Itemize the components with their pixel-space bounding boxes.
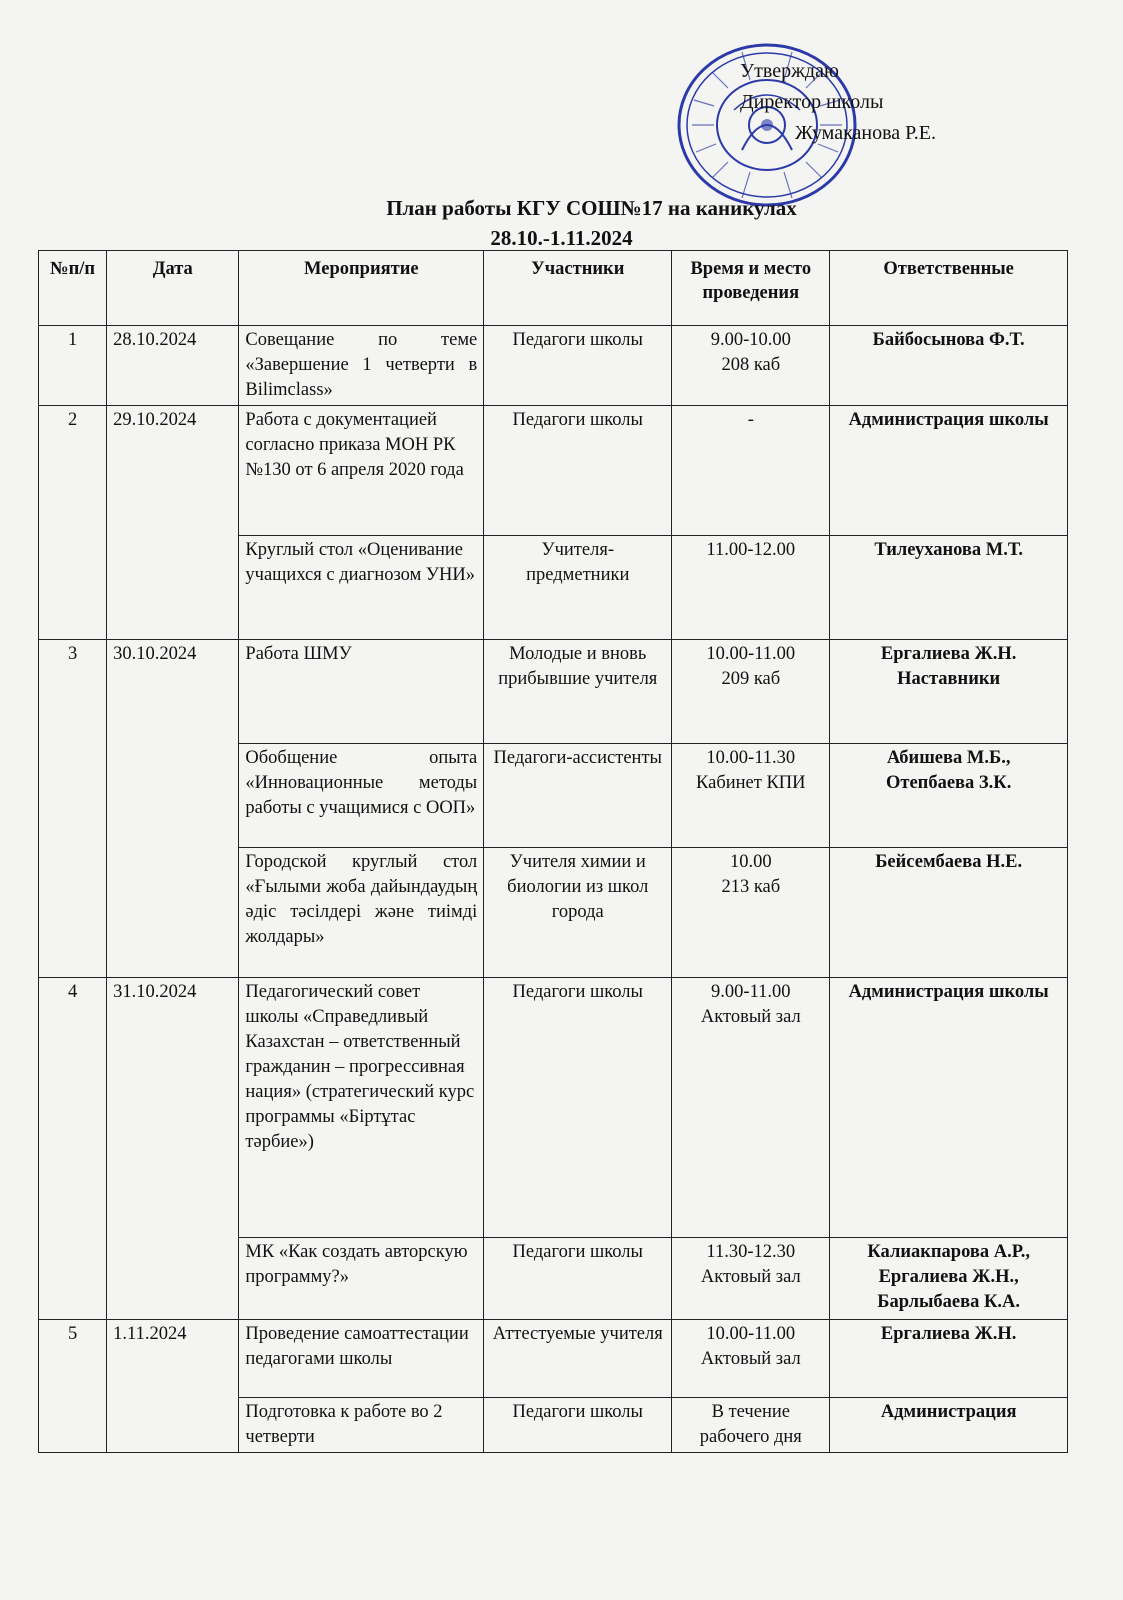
row-responsible: Байбосынова Ф.Т. [830,326,1068,406]
row-time-place: 9.00-11.00 Актовый зал [672,978,830,1238]
row-time-place: 10.00 213 каб [672,848,830,978]
row-participants: Педагоги школы [484,1238,672,1320]
row-time-place: 10.00-11.00 Актовый зал [672,1320,830,1398]
row-date: 29.10.2024 [107,406,239,640]
row-time-place: 10.00-11.00 209 каб [672,640,830,744]
row-participants: Педагоги школы [484,1398,672,1453]
row-number: 5 [39,1320,107,1453]
header-participants: Участники [484,251,672,326]
row-participants: Педагоги школы [484,406,672,536]
row-time-place: 10.00-11.30 Кабинет КПИ [672,744,830,848]
row-responsible: Ергалиева Ж.Н. [830,1320,1068,1398]
row-number: 1 [39,326,107,406]
row-responsible: Администрация школы [830,406,1068,536]
row-number: 3 [39,640,107,978]
row-responsible: Абишева М.Б., Отепбаева З.К. [830,744,1068,848]
table-row [39,978,1068,1238]
row-event: Педагогический совет школы «Справедливый Казахстан – ответственный гражданин – прогрессивная нация» (стратегический курс программы «Біртұтас тәрбие») [239,978,484,1238]
row-participants: Аттестуемые учителя [484,1320,672,1398]
approval-position: Директор школы [740,91,884,113]
row-responsible: Бейсембаева Н.Е. [830,848,1068,978]
table-row [39,326,1068,406]
row-responsible: Тилеуханова М.Т. [830,536,1068,640]
document-period: 28.10.-1.11.2024 [490,226,633,250]
work-plan-table [38,250,1068,1453]
header-num: №п/п [39,251,107,326]
row-number: 4 [39,978,107,1320]
row-participants: Педагоги-ассистенты [484,744,672,848]
row-time-place: 9.00-10.00 208 каб [672,326,830,406]
document-title: План работы КГУ СОШ№17 на каникулах [386,196,797,220]
row-event: МК «Как создать авторскую программу?» [239,1238,484,1320]
approval-signatory: Жумаканова Р.Е. [795,122,936,144]
row-responsible: Администрация [830,1398,1068,1453]
row-responsible: Администрация школы [830,978,1068,1238]
header-responsible: Ответственные [830,251,1068,326]
row-date: 28.10.2024 [107,326,239,406]
table-row [39,640,1068,744]
row-number: 2 [39,406,107,640]
table-row [39,1320,1068,1398]
row-date: 1.11.2024 [107,1320,239,1453]
row-date: 31.10.2024 [107,978,239,1320]
row-time-place: - [672,406,830,536]
row-participants: Молодые и вновь прибывшие учителя [484,640,672,744]
row-event: Проведение самоаттестации педагогами школы [239,1320,484,1398]
table-header-row [39,251,1068,326]
row-event: Работа с документацией согласно приказа МОН РК №130 от 6 апреля 2020 года [239,406,484,536]
row-event: Подготовка к работе во 2 четверти [239,1398,484,1453]
row-time-place: 11.00-12.00 [672,536,830,640]
table-row [39,406,1068,536]
row-participants: Педагоги школы [484,978,672,1238]
header-event: Мероприятие [239,251,484,326]
header-time-place: Время и место проведения [672,251,830,326]
row-event: Круглый стол «Оценивание учащихся с диагнозом УНИ» [239,536,484,640]
row-event: Совещание по теме «Завершение 1 четверти в Bilimclass» [239,326,484,406]
row-participants: Педагоги школы [484,326,672,406]
row-date: 30.10.2024 [107,640,239,978]
row-participants: Учителя-предметники [484,536,672,640]
row-event: Обобщение опыта «Инновационные методы работы с учащимися с ООП» [239,744,484,848]
row-participants: Учителя химии и биологии из школ города [484,848,672,978]
row-time-place: В течение рабочего дня [672,1398,830,1453]
row-responsible: Ергалиева Ж.Н. Наставники [830,640,1068,744]
row-time-place: 11.30-12.30 Актовый зал [672,1238,830,1320]
approval-heading: Утверждаю [740,60,839,82]
header-date: Дата [107,251,239,326]
row-responsible: Калиакпарова А.Р., Ергалиева Ж.Н., Барлыбаева К.А. [830,1238,1068,1320]
row-event: Городской круглый стол «Ғылыми жоба дайындаудың әдіс тәсілдері және тиімді жолдары» [239,848,484,978]
row-event: Работа ШМУ [239,640,484,744]
approval-block [740,56,936,149]
